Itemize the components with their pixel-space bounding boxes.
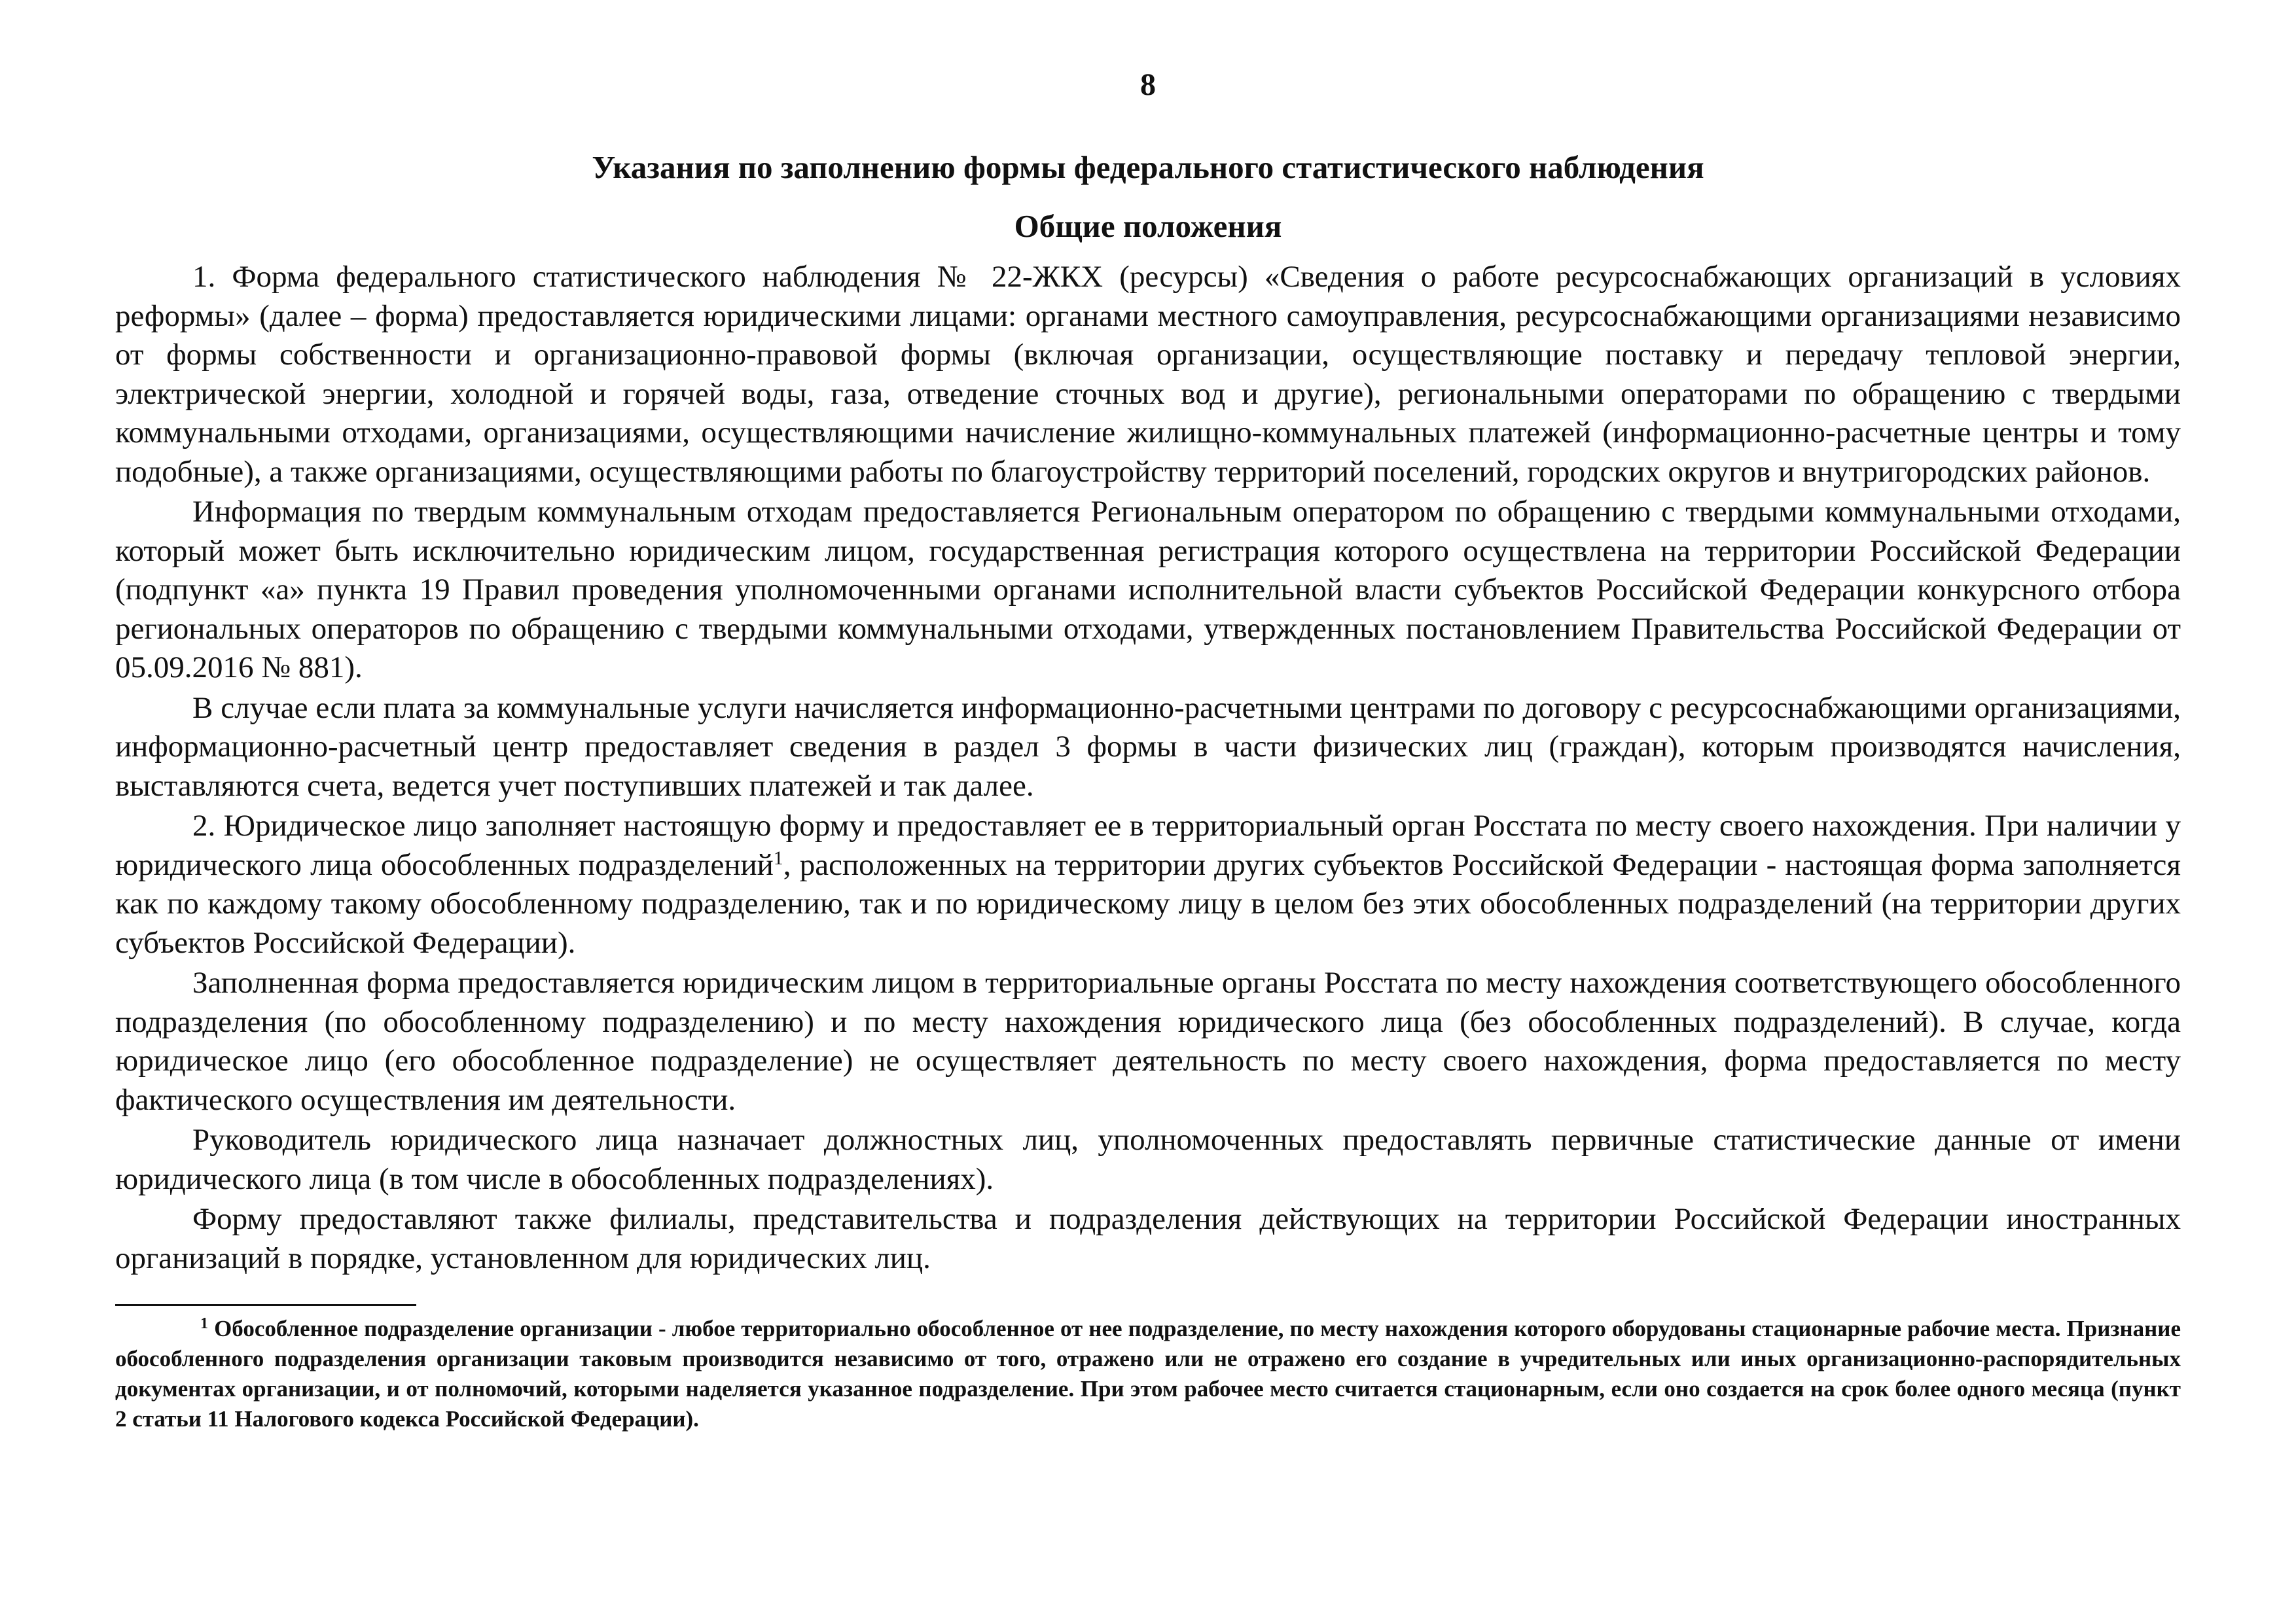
footnote-separator [115,1304,416,1306]
document-page [115,65,2181,1434]
paragraph-5: Заполненная форма предоставляется юридическим лицом в территориальные органы Росстата по месту нахождения соответствующего обособленного подразделения (по обособленному подразделению) и по месту нахождения юридического лица (без обособленных подразделений). В случае, когда юридическое лицо (его обособленное подразделение) не осуществляет деятельность по месту своего нахождения, форма предоставляется по месту фактического осуществления им деятельности. [115,966,2181,1117]
paragraph-4 [115,807,2181,962]
paragraph-3: В случае если плата за коммунальные услуги начисляется информационно-расчетными центрами по договору с ресурсоснабжающими организациями, информационно-расчетный центр предоставляет сведения в раздел 3 формы в части физических лиц (граждан), которым производятся начисления, выставляются счета, ведется учет поступивших платежей и так далее. [115,690,2181,803]
footnote-text: Обособленное подразделение организации - любое территориально обособленное от нее подразделение, по месту нахождения которого оборудованы стационарные рабочие места. Признание обособленного подразделения организации таковым производится независимо от того, отражено или не отражено его создание в учредительных или иных организационно-распорядительных документах организации, и от полномочий, которыми наделяется указанное подразделение. При этом рабочее место считается стационарным, если оно создается на срок более одного месяца (пункт 2 статьи 11 Налогового кодекса Российской Федерации). [115,1316,2181,1432]
page-number: 8 [1140,67,1156,102]
footnote-mark: 1 [200,1315,208,1332]
paragraph-4-text-start: 2. Юридическое лицо заполняет настоящую форму и предоставляет ее в территориальный орган Росстата по месту своего нахождения. При наличии у юридического лица обособленных подразделений [115,809,2181,882]
paragraph-2: Информация по твердым коммунальным отходам предоставляется Региональным оператором по обращению с твердыми коммунальными отходами, который может быть исключительно юридическим лицом, государственная регистрация которого осуществлена на территории Российской Федерации (подпункт «а» пункта 19 Правил проведения уполномоченными органами исполнительной власти субъектов Российской Федерации конкурсного отбора региональных операторов по обращению с твердыми коммунальными отходами, утвержденных постановлением Правительства Российской Федерации от 05.09.2016 № 881). [115,495,2181,684]
document-title: Указания по заполнению формы федерального статистического наблюдения [592,149,1704,185]
section-title: Общие положения [1014,208,1282,244]
paragraph-1: 1. Форма федерального статистического наблюдения № 22-ЖКХ (ресурсы) «Сведения о работе ресурсоснабжающих организаций в условиях реформы» (далее – форма) предоставляется юридическими лицами: органами местного самоуправления, ресурсоснабжающими организациями независимо от формы собственности и организационно-правовой формы (включая организации, осуществляющие поставку и передачу тепловой энергии, электрической энергии, холодной и горячей воды, газа, отведение сточных вод и другие), региональными операторами по обращению с твердыми коммунальными отходами, организациями, осуществляющими начисление жилищно-коммунальных платежей (информационно-расчетные центры и тому подобные), а также организациями, осуществляющими работы по благоустройству территорий поселений, городских округов и внутригородских районов. [115,260,2181,489]
paragraph-6: Руководитель юридического лица назначает должностных лиц, уполномоченных предоставлять первичные статистические данные от имени юридического лица (в том числе в обособленных подразделениях). [115,1123,2181,1196]
footnote [115,1314,2181,1434]
paragraph-7: Форму предоставляют также филиалы, представительства и подразделения действующих на территории Российской Федерации иностранных организаций в порядке, установленном для юридических лиц. [115,1202,2181,1275]
paragraph-4-text-end: , расположенных на территории других субъектов Российской Федерации - настоящая форма заполняется как по каждому такому обособленному подразделению, так и по юридическому лицу в целом без этих обособленных подразделений (на территории других субъектов Российской Федерации). [115,847,2181,960]
footnote-reference: 1 [773,847,783,869]
